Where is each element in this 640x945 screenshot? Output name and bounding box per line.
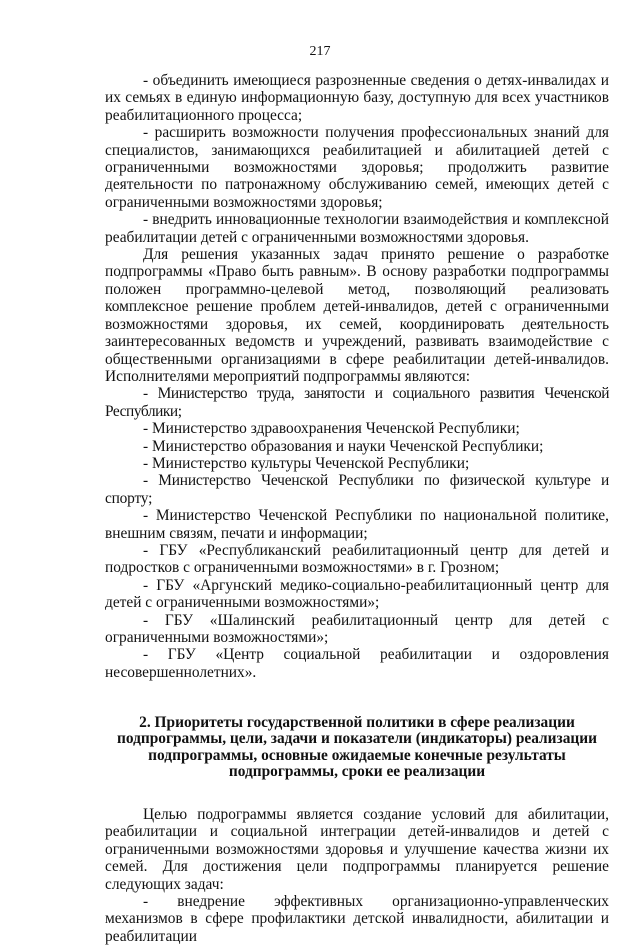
paragraph: - внедрить инновационные технологии взаимодействия и комплексной реабилитации детей с ограниченными возможностями здоровья.	[105, 211, 609, 246]
section-heading	[105, 715, 609, 780]
list-item: - Министерство Чеченской Республики по физической культуре и спорту;	[105, 472, 609, 507]
document-body	[105, 72, 609, 945]
heading-line: подпрограммы, цели, задачи и показатели (индикаторы) реализации	[116, 730, 598, 748]
list-item: - ГБУ «Аргунский медико-социально-реабилитационный центр для детей с ограниченными возможностями»;	[105, 576, 609, 612]
list-item: - внедрение эффективных организационно-управленческих механизмов в сфере профилактики детской инвалидности, абилитации и реабилитации	[105, 893, 609, 945]
heading-line: 2. Приоритеты государственной политики в сфере реализации	[139, 714, 575, 732]
list-item: - Министерство здравоохранения Чеченской Республики;	[143, 420, 520, 438]
list-item: - ГБУ «Шалинский реабилитационный центр для детей с ограниченными возможностями»;	[105, 611, 609, 646]
list-item: - Министерство труда, занятости и социального развития Чеченской Республики;	[105, 385, 609, 420]
list-item: - Министерство образования и науки Чеченской Республики;	[143, 437, 544, 455]
paragraph: Для решения указанных задач принято решение о разработке подпрограммы «Право быть равным». В основу разработки подпрограммы положен программно-целевой метод, позволяющий реализовать комплексное решение проблем детей-инвалидов, детей с ограниченными возможностями здоровья, их семей, координировать деятельность заинтересованных ведомств и учреждений, развивать взаимодействие с общественными организациями в сфере реабилитации детей-инвалидов. Исполнителями мероприятий подпрограммы являются:	[105, 246, 609, 385]
list-item: - Министерство Чеченской Республики по национальной политике, внешним связям, печати и информации;	[105, 507, 609, 542]
page-number: 217	[309, 44, 331, 59]
heading-line: подпрограммы, сроки ее реализации	[228, 762, 486, 780]
heading-line: подпрограммы, основные ожидаемые конечные результаты	[148, 746, 566, 764]
list-item: - Министерство культуры Чеченской Республики;	[143, 454, 470, 472]
paragraph: - расширить возможности получения профессиональных знаний для специалистов, занимающихся реабилитацией и абилитацией детей с ограниченными возможностями здоровья; продолжить развитие деятельности по патронажному обслуживанию семей, имеющих детей с ограниченными возможностями здоровья;	[105, 124, 609, 211]
paragraph: Целью подрограммы является создание условий для абилитации, реабилитации и социальной интеграции детей-инвалидов и детей с ограниченными возможностями здоровья и улучшение качества жизни их семей. Для достижения цели подпрограммы планируется решение следующих задач:	[105, 806, 609, 893]
paragraph: - объединить имеющиеся разрозненные сведения о детях-инвалидах и их семьях в единую информационную базу, доступную для всех участников реабилитационного процесса;	[105, 72, 609, 124]
list-item: - ГБУ «Республиканский реабилитационный центр для детей и подростков с ограниченными возможностями» в г. Грозном;	[105, 541, 609, 577]
list-item: - ГБУ «Центр социальной реабилитации и оздоровления несовершеннолетних».	[105, 646, 609, 681]
